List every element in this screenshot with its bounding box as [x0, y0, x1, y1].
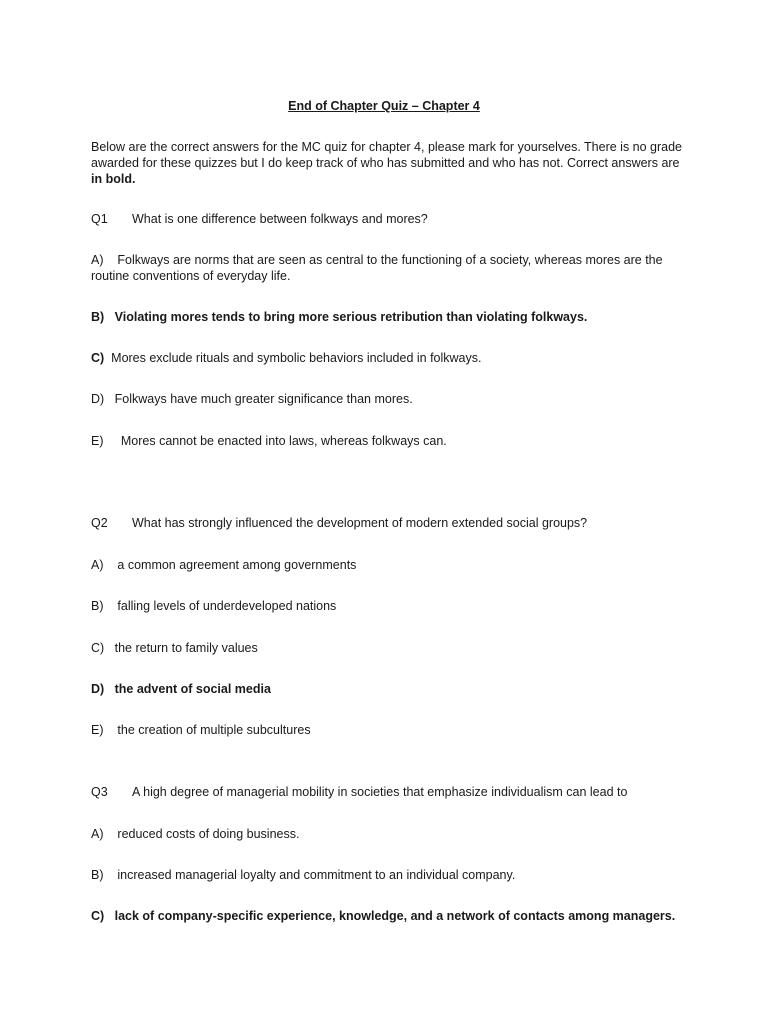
option-text: lack of company-specific experience, knowledge, and a network of contacts among managers. [114, 909, 676, 923]
question-text: What has strongly influenced the development of modern extended social groups? [132, 516, 588, 530]
question-3 [91, 784, 627, 800]
q1-option-b-correct [91, 309, 587, 325]
option-text: falling levels of underdeveloped nations [117, 599, 337, 613]
question-2 [91, 515, 587, 531]
q1-option-e [91, 433, 447, 449]
option-letter: E) [91, 434, 104, 448]
q1-option-a [91, 252, 681, 284]
option-letter: C) [91, 641, 105, 655]
intro-text: Below are the correct answers for the MC quiz for chapter 4, please mark for yourselves. There is no grade awarded for these quizzes but I do keep track of who has submitted and who has not. Correct answers are [91, 140, 683, 170]
option-letter: D) [91, 682, 105, 696]
intro-paragraph [91, 139, 691, 187]
option-text: Mores cannot be enacted into laws, whereas folkways can. [120, 434, 447, 448]
q2-option-d-correct [91, 681, 271, 697]
option-text: reduced costs of doing business. [117, 827, 300, 841]
question-text: What is one difference between folkways and mores? [132, 212, 428, 226]
option-letter: A) [91, 558, 104, 572]
option-letter: A) [91, 253, 104, 267]
option-text: Folkways have much greater significance than mores. [114, 392, 413, 406]
option-text: the creation of multiple subcultures [117, 723, 311, 737]
q2-option-b [91, 598, 336, 614]
option-text: a common agreement among governments [117, 558, 357, 572]
option-text: Mores exclude rituals and symbolic behaviors included in folkways. [111, 351, 482, 365]
question-number: Q2 [91, 516, 108, 530]
q2-option-e [91, 722, 311, 738]
q3-option-b [91, 867, 515, 883]
option-text: the advent of social media [114, 682, 271, 696]
option-letter: E) [91, 723, 104, 737]
option-letter: B) [91, 868, 104, 882]
option-letter: B) [91, 310, 105, 324]
option-letter: C) [91, 351, 105, 365]
q3-option-c-correct [91, 908, 675, 924]
option-text: increased managerial loyalty and commitment to an individual company. [117, 868, 516, 882]
option-text: Folkways are norms that are seen as central to the functioning of a society, whereas mores are the routine conventions of everyday life. [91, 253, 663, 283]
q3-option-a [91, 826, 299, 842]
q2-option-a [91, 557, 356, 573]
option-text: Violating mores tends to bring more serious retribution than violating folkways. [114, 310, 588, 324]
option-letter: A) [91, 827, 104, 841]
option-text: the return to family values [114, 641, 258, 655]
page-title: End of Chapter Quiz – Chapter 4 [288, 99, 480, 113]
question-1 [91, 211, 428, 227]
intro-bold-text: in bold. [91, 172, 136, 186]
question-number: Q3 [91, 785, 108, 799]
option-letter: B) [91, 599, 104, 613]
question-text: A high degree of managerial mobility in societies that emphasize individualism can lead to [132, 785, 628, 799]
q1-option-c [91, 350, 481, 366]
option-letter: C) [91, 909, 105, 923]
q2-option-c [91, 640, 258, 656]
question-number: Q1 [91, 212, 108, 226]
option-letter: D) [91, 392, 105, 406]
q1-option-d [91, 391, 413, 407]
